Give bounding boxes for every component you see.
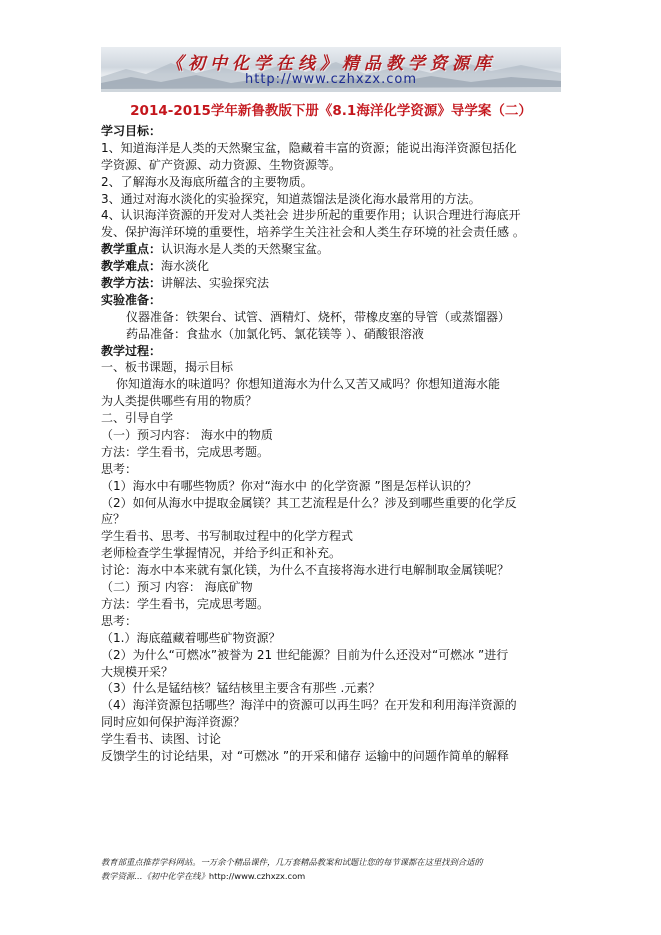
footer-text-1: 教育部重点推荐学科网站。一万余个精品课件，几万套精品教案和试题让您的每节课都在这里找到合适的 xyxy=(101,857,483,867)
teaching-difficulty xyxy=(101,258,563,275)
document-title: 2014-2015学年新鲁教版下册《8.1海洋化学资源》导学案（二） xyxy=(130,103,532,119)
banner-url: http://www.czhxzx.com xyxy=(245,72,417,87)
preview-1-activity-2: 老师检查学生掌握情况，并给予纠正和补充。 xyxy=(101,546,342,561)
footer-line-2 xyxy=(101,869,561,883)
step-1-text-line-2: 为人类提供哪些有用的物质？ xyxy=(101,394,258,409)
preview-2-question-2-line-1: （2）为什么“可燃冰”被誉为 21 世纪能源？目前为什么还没对“可燃冰 ”进行 xyxy=(101,647,509,662)
document-body xyxy=(101,123,563,765)
page-footer xyxy=(101,855,561,883)
prep-heading: 实验准备： xyxy=(101,292,162,307)
preview-2-question-4-line-1: （4）海洋资源包括哪些？海洋中的资源可以再生吗？在开发和利用海洋资源的 xyxy=(101,698,517,713)
preview-2-think: 思考： xyxy=(101,613,138,628)
process-heading: 教学过程： xyxy=(101,343,162,358)
banner-title: 《初中化学在线》精品教学资源库 xyxy=(166,54,496,74)
goal-4-line-1: 4、认识海洋资源的开发对人类社会 进步所起的重要作用；认识合理进行海底开 xyxy=(101,208,521,223)
preview-1-think: 思考： xyxy=(101,461,138,476)
method-text: 讲解法、实验探究法 xyxy=(161,276,270,291)
preview-2-question-2-line-2: 大规模开采？ xyxy=(101,664,174,679)
teaching-method xyxy=(101,275,563,292)
goal-3: 3、通过对海水淡化的实验探究，知道蒸馏法是淡化海水最常用的方法。 xyxy=(101,191,481,206)
footer-line-1 xyxy=(101,855,561,869)
difficulty-text: 海水淡化 xyxy=(161,259,210,274)
preview-1-heading: （一）预习内容： 海水中的物质 xyxy=(101,428,273,443)
step-1-text-line-1: 你知道海水的味道吗？你想知道海水为什么又苦又咸吗？你想知道海水能 xyxy=(116,377,501,392)
preview-2-heading: （二）预习 内容： 海底矿物 xyxy=(101,580,253,595)
goal-4-line-2: 发、保护海洋环境的重要性，培养学生关注社会和人类生存环境的社会责任感 。 xyxy=(101,225,525,240)
teaching-key-point xyxy=(101,241,563,258)
footer-text-2: 教学资源…《初中化学在线》 xyxy=(101,871,209,881)
preview-1-activity-1: 学生看书、思考、书写制取过程中的化学方程式 xyxy=(101,529,354,544)
prep-drugs: 药品准备：食盐水（加氯化钙、氯花镁等 ）、硝酸银溶液 xyxy=(126,326,424,341)
preview-2-feedback: 反馈学生的讨论结果，对 “可燃冰 ”的开采和储存 运输中的问题作简单的解释 xyxy=(101,748,509,763)
step-2: 二、引导自学 xyxy=(101,411,174,426)
preview-1-question-2-line-2: 应？ xyxy=(101,512,126,527)
step-1: 一、板书课题，揭示目标 xyxy=(101,360,234,375)
prep-instruments: 仪器准备：铁架台、试管、酒精灯、烧杯，带橡皮塞的导管（或蒸馏器） xyxy=(126,309,511,324)
preview-2-question-1: （1.）海底蕴藏着哪些矿物资源？ xyxy=(101,630,281,645)
preview-2-question-3: （3）什么是锰结核？锰结核里主要含有那些 .元素？ xyxy=(101,681,381,696)
method-label: 教学方法： xyxy=(101,276,162,291)
preview-1-discussion: 讨论：海水中本来就有氯化镁，为什么不直接将海水进行电解制取金属镁呢？ xyxy=(101,563,510,578)
footer-link[interactable]: http://www.czhxzx.com xyxy=(208,871,306,881)
preview-2-question-4-line-2: 同时应如何保护海洋资源？ xyxy=(101,715,246,730)
key-text: 认识海水是人类的天然聚宝盆。 xyxy=(161,242,330,257)
goal-1-line-2: 学资源、矿产资源、动力资源、生物资源等。 xyxy=(101,157,342,172)
difficulty-label: 教学难点： xyxy=(101,259,162,274)
preview-1-question-2-line-1: （2）如何从海水中提取金属镁？其工艺流程是什么？涉及到哪些重要的化学反 xyxy=(101,495,517,510)
goal-1-line-1: 1、知道海洋是人类的天然聚宝盆，隐藏着丰富的资源；能说出海洋资源包括化 xyxy=(101,140,517,155)
header-banner xyxy=(101,47,561,92)
goals-heading: 学习目标： xyxy=(101,124,162,138)
key-label: 教学重点： xyxy=(101,242,162,257)
goal-2: 2、了解海水及海底所蕴含的主要物质。 xyxy=(101,174,313,189)
preview-2-method: 方法：学生看书，完成思考题。 xyxy=(101,596,270,611)
preview-1-question-1: （1）海水中有哪些物质？你对“海水中 的化学资源 ”图是怎样认识的？ xyxy=(101,478,477,493)
preview-2-activity: 学生看书、读图、讨论 xyxy=(101,732,222,747)
preview-1-method: 方法：学生看书，完成思考题。 xyxy=(101,444,270,459)
